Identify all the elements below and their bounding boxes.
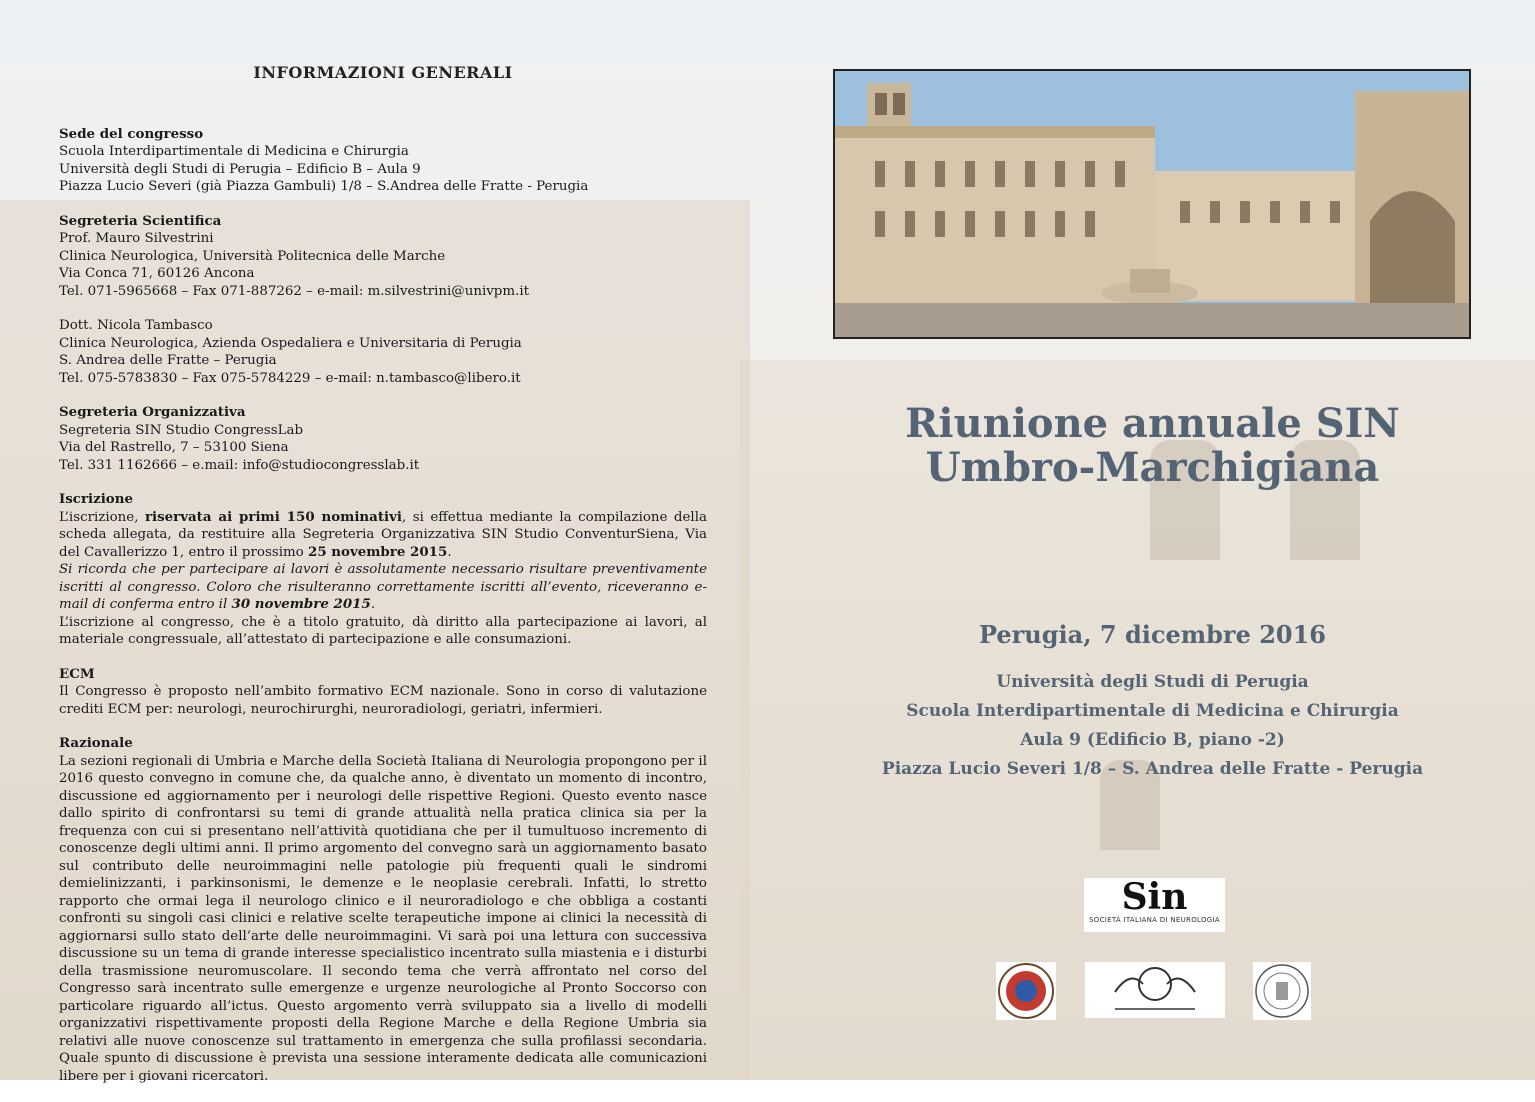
section-segreteria-organizzativa bbox=[59, 404, 707, 474]
section-heading: Sede del congresso bbox=[59, 125, 204, 142]
seal-icon bbox=[1253, 962, 1311, 1020]
section-heading: Iscrizione bbox=[59, 491, 133, 507]
perugia-piazza-photo bbox=[833, 69, 1471, 339]
event-title-line: Umbro-Marchigiana bbox=[925, 444, 1380, 491]
iscrizione-bold-text: riservata ai primi 150 nominativi bbox=[144, 508, 402, 525]
general-info-title: INFORMAZIONI GENERALI bbox=[253, 63, 513, 82]
section-razionale bbox=[59, 735, 707, 1085]
hospital-perugia-logo bbox=[1085, 962, 1225, 1018]
section-heading: Segreteria Organizzativa bbox=[59, 404, 246, 420]
iscrizione-text: , si effettua mediante la compilazione della scheda allegata, da restituire alla Segreteria Organizzativa SIN Studio ConventurSiena, Via del Cavallerizzo 1, entro il prossimo bbox=[59, 509, 707, 560]
iscrizione-text: L’iscrizione, bbox=[59, 509, 145, 525]
photo-illustration bbox=[835, 71, 1469, 337]
section-heading: Razionale bbox=[59, 735, 133, 751]
sin-logo bbox=[1084, 878, 1225, 932]
iscrizione-note-text: Si ricorda che per partecipare ai lavori è assolutamente necessario risultare preventivamente iscritti al congresso. Coloro che risulteranno correttamente iscritti all’evento, riceveranno e-mail di conferma entro il bbox=[59, 562, 707, 612]
iscrizione-text: . bbox=[447, 544, 452, 560]
general-info-column bbox=[59, 64, 707, 1102]
iscrizione-deadline: 25 novembre 2015 bbox=[308, 543, 448, 560]
text-line: Via del Rastrello, 7 – 53100 Siena bbox=[59, 440, 289, 455]
text-line: Dott. Nicola Tambasco bbox=[59, 318, 213, 333]
section-segreteria-scientifica bbox=[59, 213, 707, 301]
section-heading: Segreteria Scientifica bbox=[59, 212, 222, 229]
ecm-paragraph: Il Congresso è proposto nell’ambito formativo ECM nazionale. Sono in corso di valutazione crediti ECM per: neurologi, neurochirurghi, neuroradiologi, geriatri, infermieri. bbox=[59, 684, 707, 717]
university-perugia-seal bbox=[996, 962, 1056, 1020]
text-line: Via Conca 71, 60126 Ancona bbox=[59, 266, 255, 281]
iscrizione-note-text: . bbox=[370, 597, 376, 612]
section-ecm bbox=[59, 666, 707, 719]
sin-logo-subtitle: SOCIETÀ ITALIANA DI NEUROLOGIA bbox=[1089, 916, 1220, 924]
iscrizione-free-paragraph: L’iscrizione al congresso, che è a titolo gratuito, dà diritto alla partecipazione ai lavori, al materiale congressuale, all’attestato di partecipazione e alle consumazioni. bbox=[59, 614, 707, 647]
text-line: Clinica Neurologica, Università Politecnica delle Marche bbox=[59, 248, 446, 264]
section-segreteria-scientifica-2 bbox=[59, 317, 707, 387]
sin-logo-text: Sin bbox=[1121, 876, 1188, 918]
venue-line: Università degli Studi di Perugia bbox=[996, 672, 1309, 692]
univpm-seal bbox=[1253, 962, 1311, 1020]
text-line: Tel. 075-5783830 – Fax 075-5784229 – e-mail: n.tambasco@libero.it bbox=[59, 370, 521, 386]
iscrizione-note-paragraph bbox=[59, 561, 707, 614]
venue-line: Aula 9 (Edificio B, piano -2) bbox=[1020, 730, 1285, 750]
section-iscrizione bbox=[59, 491, 707, 649]
text-line: Tel. 071-5965668 – Fax 071-887262 – e-mail: m.silvestrini@univpm.it bbox=[59, 283, 529, 299]
iscrizione-confirm-date: 30 novembre 2015 bbox=[231, 596, 371, 612]
venue-line: Piazza Lucio Severi 1/8 – S. Andrea delle Fratte - Perugia bbox=[881, 759, 1424, 779]
text-line: Prof. Mauro Silvestrini bbox=[59, 231, 214, 246]
text-line: Scuola Interdipartimentale di Medicina e Chirurgia bbox=[59, 144, 409, 159]
text-line: S. Andrea delle Fratte – Perugia bbox=[59, 353, 277, 368]
text-line: Tel. 331 1162666 – e.mail: info@studiocongresslab.it bbox=[59, 457, 420, 473]
hospital-crest-icon bbox=[1085, 962, 1225, 1018]
razionale-paragraph: La sezioni regionali di Umbria e Marche della Società Italiana di Neurologia propongono per il 2016 questo convegno in comune che, da qualche anno, è diventato un momento di incontro, discussione ed aggiornamento per i neurologi delle rispettive Regioni. Questo evento nasce dallo spirito di confrontarsi su temi di grande attualità nella pratica clinica sia per la frequenza con cui si presentano nell’attività quotidiana che per il tumultuoso incremento di conoscenze degli ultimi anni. Il primo argomento del convegno sarà un aggiornamento basato sul contributo delle neuroimmagini nelle patologie più frequenti quali le sindromi demielinizzanti, i parkinsonismi, le demenze e le neoplasie cerebrali. Infatti, lo stretto rapporto che ormai lega il neurologo clinico e il neuroradiologo e che obbliga a costanti confronti su singoli casi clinici e relative scelte terapeutiche impone ai clinici la necessità di aggiornarsi sullo stato dell’arte delle neuroimmagini. Vi sarà poi una lettura con successiva discussione su un tema di grande interesse specialistico incentrato sulla miastenia e i disturbi della trasmissione neuromuscolare. Il secondo tema che verrà affrontato nel corso del Congresso sarà incentrato sulle emergenze e urgenze neurologiche al Pronto Soccorso con particolare riguardo all’ictus. Questo argomento verrà sviluppato sia a livello di modelli organizzativi rispettivamente proposti della Regione Marche e della Regione Umbria sia relativi alle nuove conoscenze sul trattamento in emergenza che sulla profilassi secondaria. Quale spunto di discussione è prevista una sessione interamente dedicata alle comunicazioni libere per i giovani ricercatori. bbox=[59, 753, 707, 1084]
text-line: Clinica Neurologica, Azienda Ospedaliera e Universitaria di Perugia bbox=[59, 335, 522, 351]
event-title bbox=[860, 402, 1445, 490]
event-title-line: Riunione annuale SIN bbox=[905, 400, 1400, 447]
venue-line: Scuola Interdipartimentale di Medicina e Chirurgia bbox=[906, 701, 1399, 721]
section-sede bbox=[59, 126, 707, 196]
text-line: Segreteria SIN Studio CongressLab bbox=[59, 422, 304, 438]
text-line: Piazza Lucio Severi (già Piazza Gambuli) 1/8 – S.Andrea delle Fratte - Perugia bbox=[59, 179, 589, 194]
iscrizione-paragraph bbox=[59, 509, 707, 562]
seal-icon bbox=[996, 962, 1056, 1020]
event-venue bbox=[860, 668, 1445, 784]
text-line: Università degli Studi di Perugia – Edificio B – Aula 9 bbox=[59, 161, 421, 177]
event-date: Perugia, 7 dicembre 2016 bbox=[978, 620, 1326, 649]
section-heading: ECM bbox=[59, 665, 95, 682]
